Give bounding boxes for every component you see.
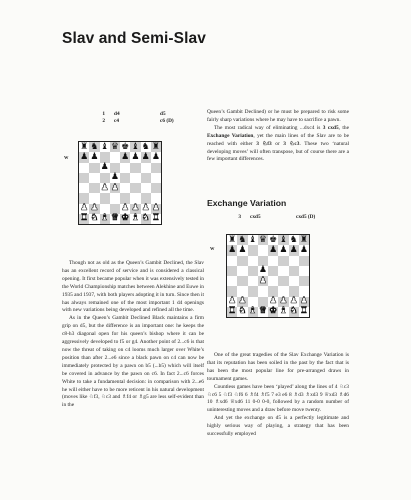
black-move: d5 bbox=[160, 111, 166, 117]
white-pawn-icon: ♟ bbox=[279, 296, 288, 307]
board-square bbox=[227, 286, 237, 296]
board-square bbox=[248, 235, 258, 245]
white-king-icon: ♚ bbox=[121, 213, 130, 224]
board-square bbox=[79, 173, 89, 183]
black-bishop-icon: ♝ bbox=[131, 141, 140, 152]
board-square bbox=[227, 307, 237, 317]
board-square bbox=[258, 276, 268, 286]
board-square bbox=[130, 142, 140, 152]
board-square bbox=[268, 276, 278, 286]
board-square bbox=[100, 152, 110, 162]
chess-diagram-after-c6 bbox=[78, 141, 162, 225]
board-square bbox=[258, 307, 268, 317]
board-square bbox=[130, 183, 140, 193]
chapter-title: Slav and Semi-Slav bbox=[62, 30, 206, 47]
black-bishop-icon: ♝ bbox=[248, 234, 257, 245]
board-square bbox=[237, 235, 247, 245]
board-square bbox=[227, 256, 237, 266]
board-square bbox=[120, 152, 130, 162]
board-square bbox=[100, 163, 110, 173]
white-rook-icon: ♜ bbox=[299, 306, 308, 317]
board-square bbox=[89, 173, 99, 183]
white-pawn-icon: ♟ bbox=[131, 203, 140, 214]
board-square bbox=[151, 152, 161, 162]
white-pawn-icon: ♟ bbox=[121, 203, 130, 214]
board-square bbox=[248, 276, 258, 286]
board-square bbox=[237, 256, 247, 266]
board-square bbox=[258, 235, 268, 245]
black-rook-icon: ♜ bbox=[151, 141, 160, 152]
white-move: cxd5 bbox=[250, 214, 261, 220]
text-run: . These two ‘natural developing moves’ will often transpose, but of course there are a few important differences. bbox=[207, 140, 349, 163]
board-square bbox=[248, 286, 258, 296]
board-square bbox=[289, 276, 299, 286]
board-square bbox=[278, 235, 288, 245]
board-square bbox=[248, 307, 258, 317]
board-square bbox=[120, 214, 130, 224]
text-run: or bbox=[275, 140, 280, 147]
black-knight-icon: ♞ bbox=[141, 141, 150, 152]
black-rook-icon: ♜ bbox=[228, 234, 237, 245]
white-bishop-icon: ♝ bbox=[248, 306, 257, 317]
board-square bbox=[278, 245, 288, 255]
white-knight-icon: ♞ bbox=[238, 306, 247, 317]
move-ref: 3 cxd5 bbox=[322, 124, 339, 131]
black-pawn-icon: ♟ bbox=[258, 265, 267, 276]
board-square bbox=[120, 183, 130, 193]
board-square bbox=[141, 142, 151, 152]
board-square bbox=[130, 214, 140, 224]
text-run: , the bbox=[338, 124, 349, 131]
board-square bbox=[110, 163, 120, 173]
black-queen-icon: ♛ bbox=[258, 234, 267, 245]
board-square bbox=[141, 173, 151, 183]
board-square bbox=[110, 142, 120, 152]
black-pawn-icon: ♟ bbox=[269, 244, 278, 255]
board-square bbox=[141, 214, 151, 224]
board-square bbox=[278, 266, 288, 276]
board-square bbox=[89, 193, 99, 203]
white-pawn-icon: ♟ bbox=[289, 296, 298, 307]
board-square bbox=[278, 256, 288, 266]
board-square bbox=[79, 183, 89, 193]
white-rook-icon: ♜ bbox=[228, 306, 237, 317]
board-square bbox=[278, 276, 288, 286]
board-square bbox=[237, 276, 247, 286]
paragraph: Queen’s Gambit Declined) or he must be prepared to risk some fairly sharp variations where he may have to sacrifice a pawn. bbox=[207, 109, 349, 123]
paragraph: One of the great tragedies of the Slav Exchange Variation is that its reputation has been soiled in the past by the fact that is has been the most popular line for pre-arranged draws in tournament games. bbox=[207, 352, 349, 382]
board-square bbox=[268, 245, 278, 255]
white-pawn-icon: ♟ bbox=[238, 296, 247, 307]
chess-diagram-exchange bbox=[226, 234, 310, 318]
board-square bbox=[130, 173, 140, 183]
board-square bbox=[79, 193, 89, 203]
right-column-intro bbox=[207, 109, 349, 164]
black-pawn-icon: ♟ bbox=[80, 151, 89, 162]
white-rook-icon: ♜ bbox=[80, 213, 89, 224]
white-king-icon: ♚ bbox=[269, 306, 278, 317]
black-bishop-icon: ♝ bbox=[279, 234, 288, 245]
board-square bbox=[268, 266, 278, 276]
black-king-icon: ♚ bbox=[121, 141, 130, 152]
board-square bbox=[268, 256, 278, 266]
board-square bbox=[89, 214, 99, 224]
right-column-text bbox=[207, 352, 349, 439]
white-bishop-icon: ♝ bbox=[100, 213, 109, 224]
board-square bbox=[79, 152, 89, 162]
white-pawn-icon: ♟ bbox=[299, 296, 308, 307]
black-pawn-icon: ♟ bbox=[100, 162, 109, 173]
board-square bbox=[89, 152, 99, 162]
black-pawn-icon: ♟ bbox=[289, 244, 298, 255]
board-square bbox=[110, 183, 120, 193]
board-square bbox=[100, 214, 110, 224]
board-square bbox=[89, 183, 99, 193]
board-square bbox=[299, 256, 309, 266]
board-square bbox=[237, 307, 247, 317]
board-square bbox=[79, 214, 89, 224]
side-to-move-marker: W bbox=[64, 155, 69, 160]
white-bishop-icon: ♝ bbox=[279, 306, 288, 317]
board-square bbox=[120, 173, 130, 183]
board-square bbox=[141, 183, 151, 193]
board-square bbox=[151, 214, 161, 224]
board-square bbox=[89, 142, 99, 152]
black-pawn-icon: ♟ bbox=[228, 244, 237, 255]
section-title: Exchange Variation bbox=[207, 198, 287, 208]
board-square bbox=[289, 266, 299, 276]
board-square bbox=[100, 183, 110, 193]
board-square bbox=[130, 193, 140, 203]
white-queen-icon: ♛ bbox=[110, 213, 119, 224]
white-pawn-icon: ♟ bbox=[80, 203, 89, 214]
paragraph: Though not as old as the Queen’s Gambit Declined, the Slav has an excellent record of service and is considered a classical opening. It first became popular when it was extensively tested in the World Championship matches between Alekhine and Euwe in 1935 and 1937, with both players adopting it in turn. Since then it has always remained one of the most important 1 d4 openings with new variations being developed and refined all the time. bbox=[62, 260, 204, 314]
move-number: 3 bbox=[238, 214, 241, 220]
board-square bbox=[258, 245, 268, 255]
board-square bbox=[89, 163, 99, 173]
paragraph: Countless games have been ‘played’ along the lines of 4 ♘c3 ♘c6 5 ♘f3 ♘f6 6 ♗f4 ♗f5 7 e3 e6 8 ♗d3 ♗xd3 9 ♕xd3 ♗d6 10 ♗xd6 ♕xd6 11 0-0 0-0, followed by a random number of uninteresting moves and a draw before move twenty. bbox=[207, 383, 349, 414]
board-square bbox=[151, 183, 161, 193]
black-rook-icon: ♜ bbox=[80, 141, 89, 152]
exchange-moves bbox=[232, 214, 315, 221]
board-square bbox=[120, 193, 130, 203]
board-square bbox=[227, 245, 237, 255]
white-knight-icon: ♞ bbox=[90, 213, 99, 224]
white-pawn-icon: ♟ bbox=[228, 296, 237, 307]
board-square bbox=[100, 173, 110, 183]
white-queen-icon: ♛ bbox=[258, 306, 267, 317]
board-square bbox=[278, 286, 288, 296]
board-square bbox=[289, 245, 299, 255]
move-number: 1 bbox=[102, 111, 105, 117]
board-square bbox=[151, 193, 161, 203]
board-square bbox=[299, 286, 309, 296]
board-square bbox=[289, 256, 299, 266]
move-row bbox=[232, 214, 315, 221]
board-square bbox=[141, 163, 151, 173]
paragraph bbox=[207, 125, 349, 165]
black-rook-icon: ♜ bbox=[299, 234, 308, 245]
text-run: , yet the main lines of the Slav are to be reached with either bbox=[207, 132, 349, 147]
opening-moves bbox=[96, 111, 174, 126]
board-square bbox=[258, 256, 268, 266]
board-square bbox=[110, 193, 120, 203]
board-square bbox=[248, 245, 258, 255]
black-pawn-icon: ♟ bbox=[141, 151, 150, 162]
white-pawn-icon: ♟ bbox=[141, 203, 150, 214]
move-row bbox=[96, 118, 174, 125]
board-square bbox=[258, 286, 268, 296]
white-pawn-icon: ♟ bbox=[151, 203, 160, 214]
text-run: The most radical way of eliminating ...dxc4 is bbox=[214, 124, 321, 131]
left-column-text bbox=[62, 260, 204, 410]
board-square bbox=[130, 163, 140, 173]
board-square bbox=[151, 163, 161, 173]
white-move: c4 bbox=[114, 118, 119, 125]
board-square bbox=[299, 266, 309, 276]
paragraph: And yet the exchange on d5 is a perfectly legitimate and highly serious way of playing, a strategy that has been successfully employed bbox=[207, 415, 349, 438]
board-square bbox=[289, 235, 299, 245]
move-ref: 3 ♘c3 bbox=[283, 140, 300, 147]
board-square bbox=[110, 152, 120, 162]
board-square bbox=[299, 276, 309, 286]
board-square bbox=[237, 266, 247, 276]
board-square bbox=[227, 235, 237, 245]
side-to-move-marker: W bbox=[210, 246, 215, 251]
black-pawn-icon: ♟ bbox=[299, 244, 308, 255]
black-queen-icon: ♛ bbox=[110, 141, 119, 152]
board-square bbox=[268, 286, 278, 296]
board-square bbox=[100, 142, 110, 152]
board-square bbox=[289, 307, 299, 317]
white-bishop-icon: ♝ bbox=[131, 213, 140, 224]
paragraph: As in the Queen’s Gambit Declined Black maintains a firm grip on d5, but the difference is an important one: he keeps the c8-h3 diagonal open for his queen’s bishop where it can be aggressively developed to f5 or g4. Another point of 2...c6 is that now the threat of taking on c4 looms much larger over White’s position than after 2...e6 since a black pawn on c4 can now be immediately protected by a pawn on b5 (...b5) which will itself be covered in advance by the pawn on c6. In fact 2...c6 forces White to take a fundamental decision: in comparison with 2...e6 he will either have to be more reticent in his natural development (moves like ♘f3, ♘c3 and ♗f4 or ♗g5 are less self-evident than in the bbox=[62, 315, 204, 409]
board-square bbox=[227, 266, 237, 276]
black-pawn-icon: ♟ bbox=[131, 151, 140, 162]
black-pawn-icon: ♟ bbox=[110, 172, 119, 183]
black-bishop-icon: ♝ bbox=[100, 141, 109, 152]
black-move: cxd5 (D) bbox=[296, 214, 316, 220]
board-square bbox=[299, 245, 309, 255]
move-ref: 3 ♘f3 bbox=[256, 140, 272, 147]
board-square bbox=[130, 152, 140, 162]
board-square bbox=[237, 245, 247, 255]
board-square bbox=[141, 152, 151, 162]
board-square bbox=[79, 142, 89, 152]
board-square bbox=[141, 193, 151, 203]
white-knight-icon: ♞ bbox=[289, 306, 298, 317]
black-king-icon: ♚ bbox=[269, 234, 278, 245]
board-square bbox=[237, 286, 247, 296]
board-square bbox=[120, 163, 130, 173]
board-square bbox=[248, 256, 258, 266]
board-square bbox=[120, 142, 130, 152]
white-pawn-icon: ♟ bbox=[110, 182, 119, 193]
board-square bbox=[278, 307, 288, 317]
black-knight-icon: ♞ bbox=[289, 234, 298, 245]
board-square bbox=[100, 193, 110, 203]
black-move: c6 (D) bbox=[160, 118, 174, 125]
board-square bbox=[110, 173, 120, 183]
board-square bbox=[299, 235, 309, 245]
board-square bbox=[227, 276, 237, 286]
black-pawn-icon: ♟ bbox=[279, 244, 288, 255]
white-pawn-icon: ♟ bbox=[269, 296, 278, 307]
board-square bbox=[268, 307, 278, 317]
black-knight-icon: ♞ bbox=[90, 141, 99, 152]
board-square bbox=[248, 266, 258, 276]
variation-name: Exchange Variation bbox=[207, 132, 254, 139]
board-square bbox=[151, 142, 161, 152]
board-square bbox=[258, 266, 268, 276]
white-pawn-icon: ♟ bbox=[90, 203, 99, 214]
black-pawn-icon: ♟ bbox=[238, 244, 247, 255]
white-knight-icon: ♞ bbox=[141, 213, 150, 224]
white-pawn-icon: ♟ bbox=[100, 182, 109, 193]
board-square bbox=[268, 235, 278, 245]
white-rook-icon: ♜ bbox=[151, 213, 160, 224]
black-pawn-icon: ♟ bbox=[151, 151, 160, 162]
board-square bbox=[151, 173, 161, 183]
board-square bbox=[299, 307, 309, 317]
board-square bbox=[79, 163, 89, 173]
white-move: d4 bbox=[114, 111, 120, 117]
white-pawn-icon: ♟ bbox=[258, 275, 267, 286]
black-pawn-icon: ♟ bbox=[90, 151, 99, 162]
black-knight-icon: ♞ bbox=[238, 234, 247, 245]
board-square bbox=[289, 286, 299, 296]
board-square bbox=[110, 214, 120, 224]
black-pawn-icon: ♟ bbox=[121, 151, 130, 162]
move-number: 2 bbox=[102, 118, 105, 125]
